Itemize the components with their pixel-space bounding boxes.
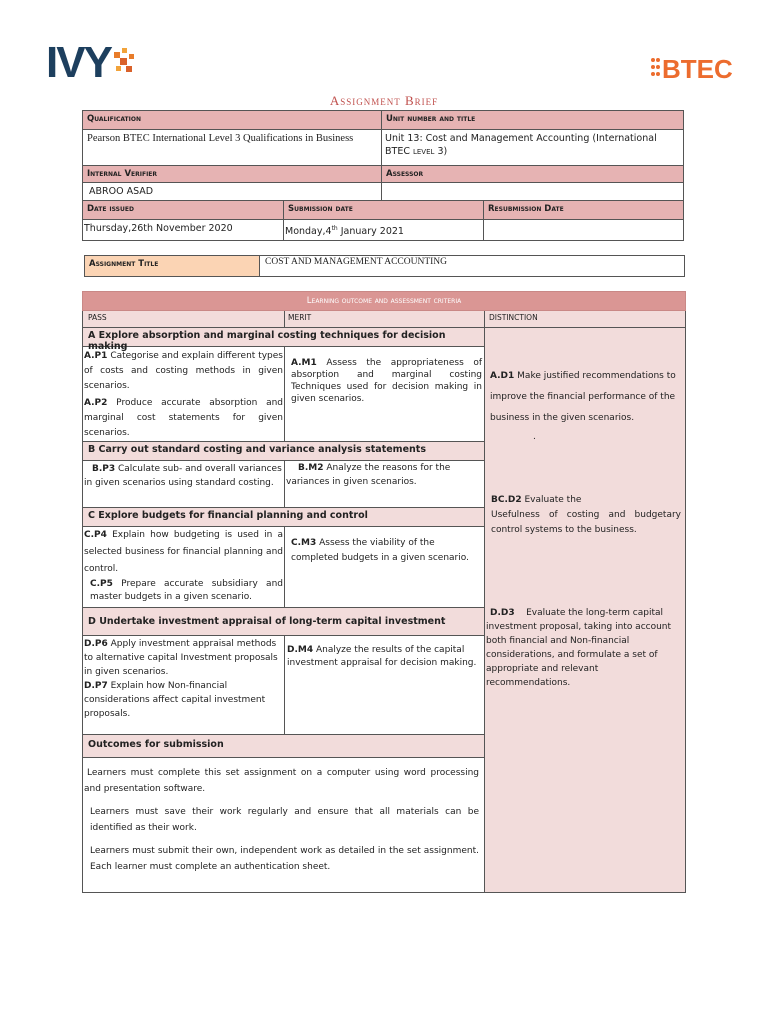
a-d1: A.D1 Make justified recommendations to improve the financial performance of the business in the given scenarios. (490, 371, 676, 423)
outcome-1: Learners must complete this set assignment on a computer using word processing and presentation software. (84, 768, 479, 794)
divider (484, 311, 485, 328)
date-issued-label: Date issued (83, 201, 284, 220)
col-pass: PASS (88, 313, 107, 322)
section-c-merit (284, 527, 485, 608)
outcome-3: Learners must submit their own, independent work as detailed in the set assignment. Each learner must complete an authentication sheet. (90, 846, 479, 872)
section-b-pass (82, 461, 285, 508)
assessor-label: Assessor (382, 166, 684, 183)
section-a-merit (284, 347, 485, 442)
d-p6: D.P6 Apply investment appraisal methods to alternative capital Investment proposals in given scenarios. (84, 639, 278, 677)
dates-table (82, 200, 684, 241)
date-issued-value: Thursday,26th November 2020 (83, 220, 284, 241)
c-p4: C.P4 Explain how budgeting is used in a selected business for financial planning and control. (84, 530, 283, 574)
d-m4: D.M4 Analyze the results of the capital investment appraisal for decision making. (287, 645, 477, 668)
a-m1: A.M1 Assess the appropriateness of absorption and marginal costing Techniques used for decision making in given scenarios. (291, 358, 482, 404)
assignment-title-label: Assignment Title (85, 256, 260, 277)
c-p5: C.P5 Prepare accurate subsidiary and master budgets in a given scenario. (90, 579, 283, 602)
c-m3: C.M3 Assess the viability of the completed budgets in a given scenario. (291, 538, 469, 563)
btec-logo (650, 52, 740, 86)
section-a-pass (82, 347, 285, 442)
section-b-merit (284, 461, 485, 508)
unit-value: Unit 13: Cost and Management Accounting (International BTEC LEVEL 3) (382, 130, 684, 166)
criteria-header: Learning outcome and assessment criteria (82, 291, 686, 311)
resubmission-label: Resubmission Date (484, 201, 684, 220)
section-c-header: C Explore budgets for financial planning and control (82, 508, 485, 527)
assignment-title-value: COST AND MANAGEMENT ACCOUNTING (260, 256, 685, 277)
outcome-2: Learners must save their work regularly and ensure that all materials can be identified as their work. (90, 807, 479, 833)
assignment-title-table (84, 255, 685, 277)
verifier-value: ABROO ASAD (83, 183, 382, 203)
a-p1: A.P1 Categorise and explain different types of costs and costing methods in given scenarios. (84, 351, 283, 391)
outcomes-body (82, 758, 485, 893)
ivy-logo (46, 40, 141, 85)
outcomes-header: Outcomes for submission (82, 735, 485, 758)
section-d-merit (284, 636, 485, 735)
page-title: Assignment Brief (329, 93, 439, 108)
unit-label: Unit number and title (382, 111, 684, 130)
submission-value: Monday,4th January 2021 (284, 220, 484, 241)
criteria-column-headers (82, 311, 686, 328)
section-a-header: A Explore absorption and marginal costing techniques for decision making (82, 328, 485, 347)
resubmission-value (484, 220, 684, 241)
info-table (82, 110, 684, 203)
b-p3: B.P3 Calculate sub- and overall variances in given scenarios using standard costing. (84, 464, 282, 488)
verifier-label: Internal Verifier (83, 166, 382, 183)
d-d3: D.D3 Evaluate the long-term capital investment proposal, taking into account both financial and Non-financial considerations, and formulate a set of appropriate and relevant recommendations. (486, 608, 674, 688)
divider (284, 311, 285, 328)
submission-label: Submission date (284, 201, 484, 220)
btec-dots-icon (650, 56, 662, 82)
ivy-logo-text: IVY (46, 38, 111, 87)
btec-logo-text: BTEC (662, 54, 733, 84)
qualification-label: Qualification (83, 111, 382, 130)
ivy-leaf-icon (110, 46, 140, 78)
section-d-header: D Undertake investment appraisal of long-term capital investment (82, 608, 485, 636)
col-distinction: DISTINCTION (489, 313, 538, 322)
a-p2: A.P2 Produce accurate absorption and marginal cost statements for given scenarios. (84, 398, 283, 438)
bc-d2: BC.D2 Evaluate the Usefulness of costing and budgetary control systems to the business. (491, 495, 681, 535)
d-p7: D.P7 Explain how Non-financial considerations affect capital investment proposals. (84, 681, 266, 719)
a-d1-dot: . (533, 432, 536, 442)
section-c-pass (82, 527, 285, 608)
qualification-value: Pearson BTEC International Level 3 Qualifications in Business (83, 130, 382, 166)
col-merit: MERIT (288, 313, 312, 322)
b-m2: B.M2 Analyze the reasons for the variances in given scenarios. (286, 463, 451, 487)
section-d-pass (82, 636, 285, 735)
section-b-header: B Carry out standard costing and variance analysis statements (82, 442, 485, 461)
